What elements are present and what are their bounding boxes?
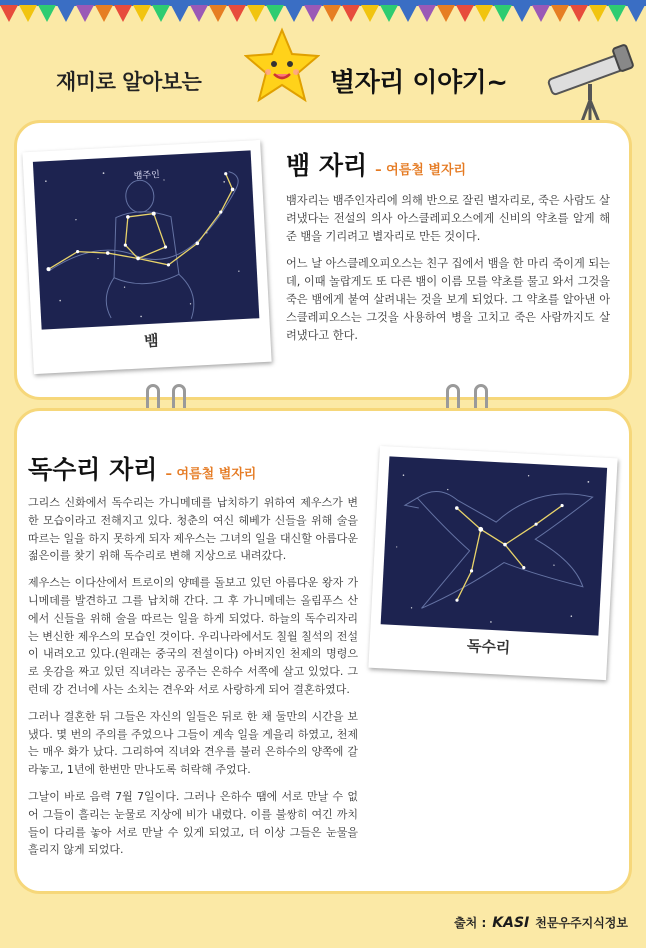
bunting-flag bbox=[494, 5, 512, 22]
star-mascot-icon bbox=[244, 26, 320, 106]
serpens-title bbox=[286, 146, 466, 182]
bunting-flag bbox=[114, 5, 132, 22]
bunting-flag bbox=[570, 5, 588, 22]
bunting-decoration bbox=[0, 0, 646, 26]
bunting-flag bbox=[76, 5, 94, 22]
bunting-flag bbox=[418, 5, 436, 22]
aquila-body bbox=[28, 494, 358, 868]
page-header bbox=[0, 26, 646, 126]
aquila-paragraph: 그러나 결혼한 뒤 그들은 자신의 일들은 뒤로 한 채 둘만의 시간을 보냈다. 몇 번의 주의를 주었으나 그들이 계속 일을 게을리 하였고, 천제는 매우 화가 났다. 그리하여 직녀와 견우를 불러 은하수의 양쪽에 갈라놓고, 1년에 한번만 만나도록 허락해 주었다. bbox=[28, 709, 358, 777]
bunting-flag bbox=[608, 5, 626, 22]
bunting-flag bbox=[190, 5, 208, 22]
header-right-text: 별자리 이야기~ bbox=[330, 68, 508, 98]
bunting-flag bbox=[456, 5, 474, 22]
bunting-flag bbox=[285, 5, 303, 22]
bunting-flag bbox=[152, 5, 170, 22]
bunting-flag bbox=[380, 5, 398, 22]
bunting-flag bbox=[589, 5, 607, 22]
aquila-photo bbox=[368, 446, 617, 680]
bunting-flag bbox=[228, 5, 246, 22]
bunting-flag bbox=[19, 5, 37, 22]
bunting-flag bbox=[38, 5, 56, 22]
bunting-flag bbox=[171, 5, 189, 22]
serpens-paragraph: 어느 날 아스클레오피오스는 친구 집에서 뱀을 한 마리 죽이게 되는데, 이때 놀랍게도 또 다른 뱀이 이름 모를 약초를 물고 와서 그것을 죽은 뱀에게 붙여 살려내는 것을 보게 되었다. 그 약초를 알아낸 아스클레피오스는 그것을 사용하여 병을 고치고 죽은 사람까지도 살려냈다고 한다. bbox=[286, 257, 610, 342]
bunting-flag bbox=[209, 5, 227, 22]
bunting-flag bbox=[266, 5, 284, 22]
serpens-title-text: 뱀 자리 bbox=[286, 151, 368, 180]
bunting-flag bbox=[399, 5, 417, 22]
bunting-flag bbox=[551, 5, 569, 22]
source-credit bbox=[454, 914, 628, 931]
bunting-flag bbox=[342, 5, 360, 22]
aquila-title-text: 독수리 자리 bbox=[28, 455, 158, 484]
aquila-subtitle: – 여름철 별자리 bbox=[165, 467, 257, 482]
bunting-flag bbox=[323, 5, 341, 22]
aquila-constellation-image bbox=[381, 456, 607, 635]
bunting-flag bbox=[57, 5, 75, 22]
serpens-paragraph: 뱀자리는 뱀주인자리에 의해 반으로 잘린 별자리로, 죽은 사람도 살려냈다는 전설의 의사 아스클레피오스에게 신비의 약초를 알게 해 준 뱀을 기리려고 별자리로 만든 것이다. bbox=[286, 194, 610, 243]
bunting-flag bbox=[95, 5, 113, 22]
header-left-text: 재미로 알아보는 bbox=[56, 70, 202, 94]
aquila-paragraph: 그날이 바로 음력 7월 7일이다. 그러나 은하수 땜에 서로 만날 수 없어 그들이 흘리는 눈물로 지상에 비가 내렸다. 이를 불쌍히 여긴 까치들이 다리를 놓아 서로 만날 수 있게 되었고, 더 이상 그들은 눈물을 흘리지 않게 되었다. bbox=[28, 789, 358, 857]
source-label: 출처 : bbox=[454, 916, 487, 930]
aquila-paragraph: 그리스 신화에서 독수리는 가니메데를 납치하기 위하여 제우스가 변한 모습이라고 전해지고 있다. 청춘의 여신 헤베가 신들을 위해 술을 따르는 일을 하지 못하게 되자 제우스는 그녀의 일을 대신할 아름다운 젊은이를 찾기 위해 독수리로 변해 지상으로 내려갔다. bbox=[28, 496, 358, 563]
bunting-flag bbox=[437, 5, 455, 22]
bunting-flag bbox=[627, 5, 645, 22]
bunting-flag bbox=[0, 5, 18, 22]
bunting-flag bbox=[513, 5, 531, 22]
aquila-title bbox=[28, 450, 256, 486]
aquila-paragraph: 제우스는 이다산에서 트로이의 양떼를 돌보고 있던 아름다운 왕자 가니메데를 발견하고 그를 납치해 간다. 그 후 가니메데는 올림푸스 산에서 신들을 위해 술을 따르는 일을 하게 되었다. 하늘의 독수리자리는 변신한 제우스의 모습인 것이다. 우리나라에서도 칠월 칠석의 전설이 내려오고 있다.(원래는 중국의 전설이다) 아버지인 천제의 명령으로 옷감을 짜고 있던 직녀라는 공주는 은하수 서쪽에 살고 있었다. 그런데 강 건너에 사는 소치는 견우와 서로 사랑하게 되어 결혼하였다. bbox=[28, 576, 358, 696]
bunting-flag bbox=[304, 5, 322, 22]
bunting-flag bbox=[247, 5, 265, 22]
bunting-flag bbox=[361, 5, 379, 22]
serpens-subtitle: – 여름철 별자리 bbox=[375, 163, 467, 178]
ophiuchus-label: 뱀주인 bbox=[133, 170, 161, 182]
serpens-body bbox=[286, 192, 610, 354]
kasi-logo: KASI bbox=[492, 914, 530, 931]
aquila-caption: 독수리 bbox=[466, 636, 511, 658]
serpens-photo bbox=[22, 140, 271, 374]
source-org: 천문우주지식정보 bbox=[535, 916, 628, 930]
bunting-flag bbox=[475, 5, 493, 22]
bunting-flag bbox=[133, 5, 151, 22]
bunting-flag bbox=[532, 5, 550, 22]
serpens-caption: 뱀 bbox=[143, 331, 160, 351]
serpens-constellation-image bbox=[33, 150, 259, 329]
